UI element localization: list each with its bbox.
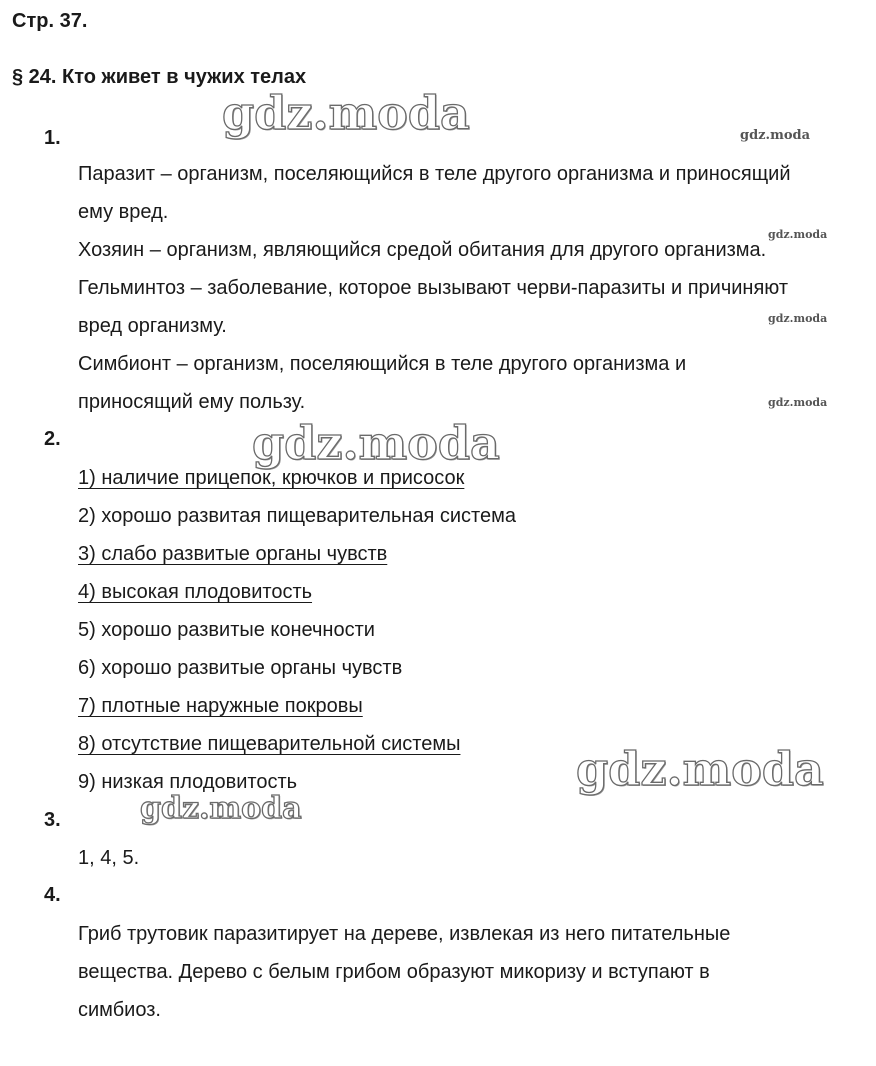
task-2-item-underlined: 3) слабо развитые органы чувств <box>78 543 388 565</box>
watermark-large: gdz.moda <box>222 86 470 140</box>
watermark-large: gdz.moda <box>252 416 500 470</box>
task-4-line: вещества. Дерево с белым грибом образуют микоризу и вступают в <box>78 961 710 983</box>
task-1-line: приносящий ему пользу. <box>78 391 306 413</box>
watermark-large: gdz.moda <box>140 791 302 826</box>
page-number-label: Стр. 37. <box>12 10 88 32</box>
task-1-line: Симбионт – организм, поселяющийся в теле другого организма и <box>78 353 687 375</box>
task-1-number: 1. <box>44 127 61 149</box>
task-2-item: 5) хорошо развитые конечности <box>78 619 375 641</box>
task-2-item: 9) низкая плодовитость <box>78 771 298 793</box>
task-1-line: вред организму. <box>78 315 227 337</box>
task-2-number: 2. <box>44 428 61 450</box>
watermark-large: gdz.moda <box>576 742 824 796</box>
section-title: § 24. Кто живет в чужих телах <box>12 66 307 88</box>
task-2-item: 2) хорошо развитая пищеварительная система <box>78 505 516 527</box>
task-2-item: 6) хорошо развитые органы чувств <box>78 657 403 679</box>
task-2-item-underlined: 7) плотные наружные покровы <box>78 695 363 717</box>
task-1-line: Паразит – организм, поселяющийся в теле другого организма и приносящий <box>78 163 791 185</box>
task-1-line: Гельминтоз – заболевание, которое вызывают черви-паразиты и причиняют <box>78 277 789 299</box>
task-4-number: 4. <box>44 884 61 906</box>
watermark-small: gdz.moda <box>740 128 811 143</box>
watermark-small: gdz.moda <box>768 312 828 325</box>
task-1-line: ему вред. <box>78 201 169 223</box>
watermark-small: gdz.moda <box>768 396 828 409</box>
task-2-item-underlined: 4) высокая плодовитость <box>78 581 313 603</box>
task-2-item-underlined: 8) отсутствие пищеварительной системы <box>78 733 461 755</box>
task-1-line: Хозяин – организм, являющийся средой обитания для другого организма. <box>78 239 767 261</box>
task-2-item-underlined: 1) наличие прицепок, крючков и присосок <box>78 467 465 489</box>
task-4-line: Гриб трутовик паразитирует на дереве, извлекая из него питательные <box>78 923 731 945</box>
task-3-answer: 1, 4, 5. <box>78 847 140 869</box>
task-3-number: 3. <box>44 809 61 831</box>
task-4-line: симбиоз. <box>78 999 161 1021</box>
watermark-small: gdz.moda <box>768 228 828 241</box>
